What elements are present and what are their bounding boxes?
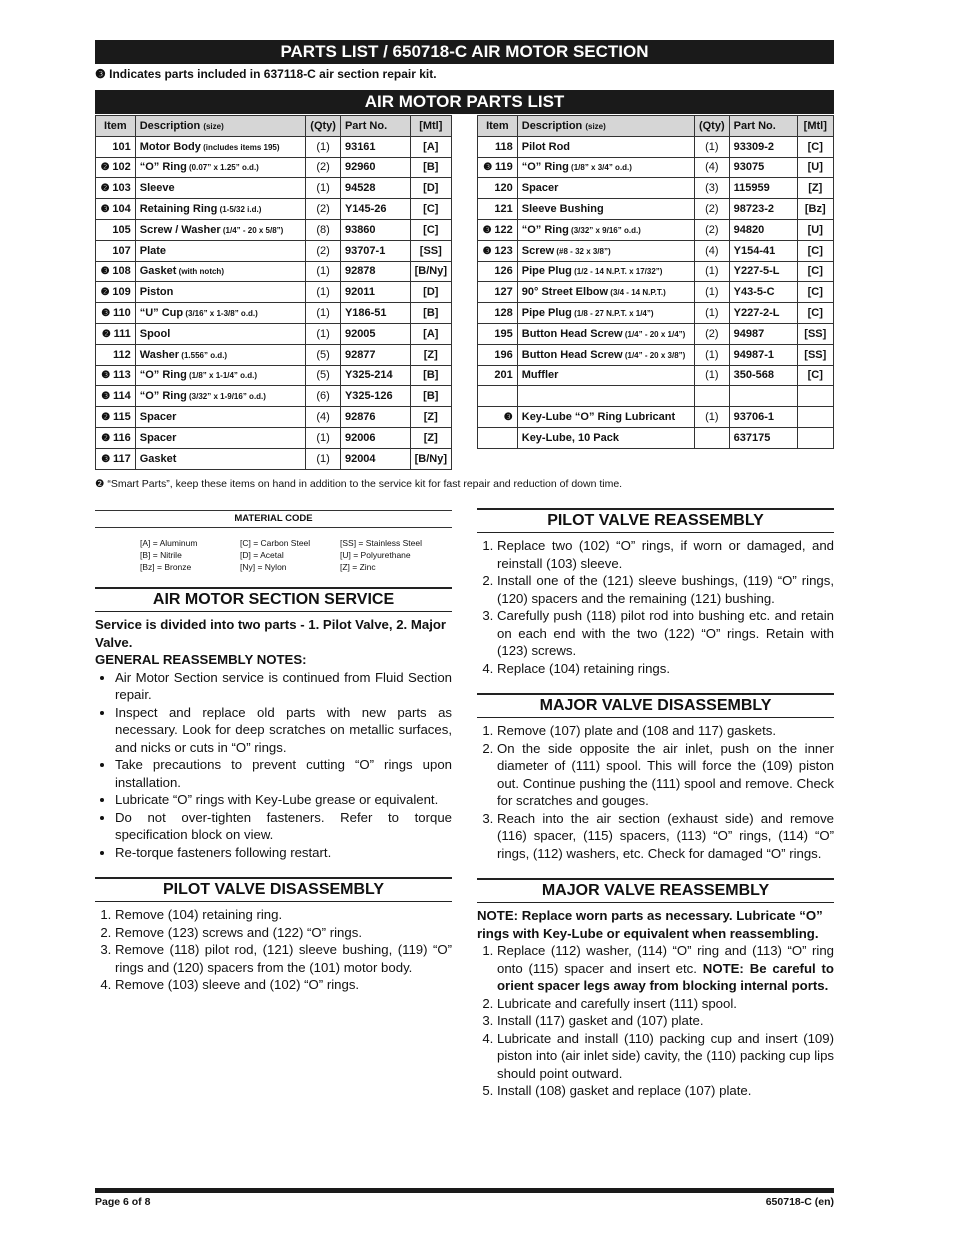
major-reassembly-steps [477, 942, 834, 1100]
parts-list-title: AIR MOTOR PARTS LIST [95, 90, 834, 114]
description-cell [517, 386, 694, 407]
notes-heading: GENERAL REASSEMBLY NOTES: [95, 652, 307, 667]
material-entry: [Z] = Zinc [340, 562, 376, 572]
mtl-cell: [C] [797, 303, 833, 324]
table-header-row [96, 116, 452, 137]
item-cell: 101 [96, 136, 136, 157]
list-item: 4. Remove (103) sleeve and (102) “O” rings. [115, 976, 452, 994]
mtl-cell: [D] [410, 178, 451, 199]
mtl-cell: [SS] [410, 240, 451, 261]
part-cell: Y43-5-C [729, 282, 797, 303]
qty-cell: (5) [306, 344, 341, 365]
part-cell: 98723-2 [729, 199, 797, 220]
step1-text: Replace (112) washer, (114) “O” ring and (113) “O” ring onto (115) spacer and insert etc. [497, 943, 834, 976]
table-row [96, 136, 452, 157]
part-cell: 92876 [340, 407, 410, 428]
table-row [96, 199, 452, 220]
part-cell: 92878 [340, 261, 410, 282]
description-cell: Pipe Plug (1/8 - 27 N.P.T. x 1/4”) [517, 303, 694, 324]
table-row [96, 219, 452, 240]
part-cell: 93161 [340, 136, 410, 157]
part-cell: Y227-5-L [729, 261, 797, 282]
description-cell: Pilot Rod [517, 136, 694, 157]
part-cell: Y325-214 [340, 365, 410, 386]
material-col-1 [140, 537, 197, 573]
description-cell: Screw (#8 - 32 x 3/8”) [517, 240, 694, 261]
column-header-qty: (Qty) [306, 116, 341, 137]
qty-cell: (2) [694, 323, 729, 344]
list-item: 4. Replace (104) retaining rings. [497, 660, 834, 678]
column-header-part: Part No. [729, 116, 797, 137]
table-row [96, 386, 452, 407]
item-cell: ❸ 104 [96, 199, 136, 220]
qty-cell [694, 427, 729, 448]
page-number: Page 6 of 8 [95, 1196, 151, 1208]
table-row [478, 323, 834, 344]
material-entry: [B] = Nitrile [140, 550, 182, 560]
table-row [96, 240, 452, 261]
mtl-cell: [C] [797, 365, 833, 386]
qty-cell: (4) [694, 240, 729, 261]
qty-cell: (1) [694, 344, 729, 365]
item-cell: ❷ 102 [96, 157, 136, 178]
description-cell: Sleeve Bushing [517, 199, 694, 220]
table-row [96, 157, 452, 178]
part-cell: 93075 [729, 157, 797, 178]
mtl-cell: [SS] [797, 344, 833, 365]
item-cell: ❸ 117 [96, 448, 136, 469]
major-disassembly-section [477, 722, 834, 862]
description-cell: “O” Ring (1/8” x 3/4” o.d.) [517, 157, 694, 178]
part-cell: 92960 [340, 157, 410, 178]
part-cell: Y227-2-L [729, 303, 797, 324]
material-code-box [95, 510, 452, 572]
list-item: 1. Replace two (102) “O” rings, if worn or damaged, and reinstall (103) sleeve. [497, 537, 834, 572]
material-entry: [A] = Aluminum [140, 538, 198, 548]
qty-cell: (1) [306, 282, 341, 303]
major-reassembly-heading: MAJOR VALVE REASSEMBLY [477, 878, 834, 903]
mtl-cell: [SS] [797, 323, 833, 344]
qty-cell: (2) [694, 199, 729, 220]
item-cell: ❸ 123 [478, 240, 518, 261]
item-cell: ❸ 119 [478, 157, 518, 178]
list-item: 2. Remove (123) screws and (122) “O” rings. [115, 924, 452, 942]
kit-mark: ❸ [95, 67, 106, 81]
description-cell: “U” Cup (3/16” x 1-3/8” o.d.) [135, 303, 306, 324]
item-cell: 120 [478, 178, 518, 199]
item-cell: ❷ 116 [96, 427, 136, 448]
description-cell: Plate [135, 240, 306, 261]
mtl-cell: [B/Ny] [410, 448, 451, 469]
item-cell: 118 [478, 136, 518, 157]
parts-table-left [95, 115, 452, 470]
mtl-cell: [B] [410, 365, 451, 386]
table-row [478, 178, 834, 199]
qty-cell: (1) [694, 136, 729, 157]
table-row [478, 427, 834, 448]
list-item: • Air Motor Section service is continued from Fluid Section repair. [115, 669, 452, 704]
item-cell: 112 [96, 344, 136, 365]
part-cell: 350-568 [729, 365, 797, 386]
part-cell: 93707-1 [340, 240, 410, 261]
list-item: 3. Remove (118) pilot rod, (121) sleeve bushing, (119) “O” rings and (120) spacers from the (101) motor body. [115, 941, 452, 976]
divider [95, 527, 452, 528]
qty-cell: (8) [306, 219, 341, 240]
mtl-cell: [C] [410, 219, 451, 240]
major-reassembly-note: NOTE: Replace worn parts as necessary. Lubricate “O” rings with Key-Lube or equivalent when reassembling. [477, 908, 823, 941]
table-row [478, 261, 834, 282]
item-cell: ❷ 103 [96, 178, 136, 199]
description-cell: Muffler [517, 365, 694, 386]
column-header-desc: Description (size) [135, 116, 306, 137]
part-cell: Y154-41 [729, 240, 797, 261]
mtl-cell: [B] [410, 386, 451, 407]
qty-cell: (1) [306, 136, 341, 157]
description-cell: Spool [135, 323, 306, 344]
part-cell: Y325-126 [340, 386, 410, 407]
description-cell: Screw / Washer (1/4” - 20 x 5/8”) [135, 219, 306, 240]
pilot-disassembly-heading: PILOT VALVE DISASSEMBLY [95, 877, 452, 902]
part-cell: 115959 [729, 178, 797, 199]
item-cell: 128 [478, 303, 518, 324]
qty-cell: (2) [306, 240, 341, 261]
item-cell: 195 [478, 323, 518, 344]
qty-cell: (1) [306, 323, 341, 344]
item-cell: ❷ 115 [96, 407, 136, 428]
description-cell: Retaining Ring (1-5/32 i.d.) [135, 199, 306, 220]
description-cell: Gasket (with notch) [135, 261, 306, 282]
mtl-cell: [C] [410, 199, 451, 220]
mtl-cell: [D] [410, 282, 451, 303]
qty-cell: (2) [694, 219, 729, 240]
table-row [96, 282, 452, 303]
material-entry: [Bz] = Bronze [140, 562, 192, 572]
item-cell: 107 [96, 240, 136, 261]
list-item: • Lubricate “O” rings with Key-Lube grease or equivalent. [115, 791, 452, 809]
description-cell: “O” Ring (3/32” x 1-9/16” o.d.) [135, 386, 306, 407]
mtl-cell [797, 427, 833, 448]
list-item: 3. Carefully push (118) pilot rod into bushing etc. and retain on each end with the two (122) “O” rings. Retain with (123) screws. [497, 607, 834, 660]
material-code-title: MATERIAL CODE [234, 513, 313, 524]
mtl-cell: [A] [410, 323, 451, 344]
qty-cell: (5) [306, 365, 341, 386]
list-item [497, 942, 834, 995]
description-cell: Piston [135, 282, 306, 303]
list-item: 1. Remove (104) retaining ring. [115, 906, 452, 924]
material-col-3 [340, 537, 422, 573]
qty-cell: (6) [306, 386, 341, 407]
part-cell: 94528 [340, 178, 410, 199]
smart-mark: ❷ [95, 478, 105, 490]
column-header-qty: (Qty) [694, 116, 729, 137]
table-row [478, 219, 834, 240]
service-intro: Service is divided into two parts - 1. Pilot Valve, 2. Major Valve. [95, 617, 447, 650]
list-item: 1. Remove (107) plate and (108 and 117) gaskets. [497, 722, 834, 740]
column-header-part: Part No. [340, 116, 410, 137]
description-cell: Spacer [135, 427, 306, 448]
column-header-item: Item [96, 116, 136, 137]
list-item: • Take precautions to prevent cutting “O” rings upon installation. [115, 756, 452, 791]
service-section [95, 616, 452, 861]
document-number: 650718-C (en) [765, 1196, 834, 1208]
smart-parts-note [95, 478, 622, 490]
mtl-cell: [A] [410, 136, 451, 157]
step1-bold: NOTE: Be careful to orient spacer legs away from blocking internal ports. [497, 960, 834, 993]
list-item: 2. Install one of the (121) sleeve bushings, (119) “O” rings, (120) spacers and the remaining (121) bushing. [497, 572, 834, 607]
part-cell: 93860 [340, 219, 410, 240]
material-col-2 [240, 537, 310, 573]
list-item: 3. Reach into the air section (exhaust side) and remove (116) spacer, (115) spacers, (113) “O” rings, (114) “O” rings, (112) washers, etc. Check for damaged “O” rings. [497, 810, 834, 863]
item-cell: 196 [478, 344, 518, 365]
qty-cell [694, 386, 729, 407]
material-entry: [C] = Carbon Steel [240, 538, 311, 548]
part-cell: 92005 [340, 323, 410, 344]
major-disassembly-steps [477, 722, 834, 862]
table-row [478, 240, 834, 261]
part-cell: 94820 [729, 219, 797, 240]
part-cell: 93309-2 [729, 136, 797, 157]
material-entry: [U] = Polyurethane [340, 550, 411, 560]
column-header-item: Item [478, 116, 518, 137]
table-row [478, 157, 834, 178]
pilot-reassembly-steps [477, 537, 834, 677]
description-cell: Button Head Screw (1/4” - 20 x 1/4”) [517, 323, 694, 344]
qty-cell: (1) [306, 261, 341, 282]
table-row [478, 344, 834, 365]
part-cell: 92011 [340, 282, 410, 303]
smart-note-text: “Smart Parts”, keep these items on hand in addition to the service kit for fast repair and reduction of down time. [107, 478, 623, 490]
column-header-desc: Description (size) [517, 116, 694, 137]
qty-cell: (4) [694, 157, 729, 178]
kit-note [95, 67, 437, 81]
table-row [478, 282, 834, 303]
table-row [478, 303, 834, 324]
item-cell: ❸ 122 [478, 219, 518, 240]
table-row [478, 199, 834, 220]
mtl-cell: [B] [410, 157, 451, 178]
list-item: 2. Lubricate and carefully insert (111) spool. [497, 995, 834, 1013]
mtl-cell: [B] [410, 303, 451, 324]
item-cell: 126 [478, 261, 518, 282]
qty-cell: (1) [694, 407, 729, 428]
list-item: • Re-torque fasteners following restart. [115, 844, 452, 862]
table-row [96, 323, 452, 344]
table-row [96, 178, 452, 199]
item-cell: 105 [96, 219, 136, 240]
qty-cell: (1) [306, 303, 341, 324]
qty-cell: (2) [306, 157, 341, 178]
table-row [478, 386, 834, 407]
table-row [96, 261, 452, 282]
pilot-disassembly-steps [95, 906, 452, 994]
mtl-cell: [Bz] [797, 199, 833, 220]
part-cell: 93706-1 [729, 407, 797, 428]
description-cell: Sleeve [135, 178, 306, 199]
description-cell: Washer (1.556” o.d.) [135, 344, 306, 365]
item-cell: ❷ 111 [96, 323, 136, 344]
description-cell: “O” Ring (0.07” x 1.25” o.d.) [135, 157, 306, 178]
table-row [96, 407, 452, 428]
table-row [478, 365, 834, 386]
description-cell: Spacer [135, 407, 306, 428]
list-item: 5. Install (108) gasket and replace (107) plate. [497, 1082, 834, 1100]
list-item: • Do not over-tighten fasteners. Refer to torque specification block on view. [115, 809, 452, 844]
list-item: • Inspect and replace old parts with new parts as necessary. Look for deep scratches on metallic surfaces, and nicks or cuts in “O” rings. [115, 704, 452, 757]
qty-cell: (1) [306, 448, 341, 469]
list-item: 2. On the side opposite the air inlet, push on the inner diameter of (111) spool. This will force the (109) piston out. Continue pushing the (111) spool and remove. Check for scratches and gouges. [497, 740, 834, 810]
list-item: 4. Lubricate and install (110) packing cup and insert (109) piston into (air inlet side) cavity, the (110) packing cup lips should point outward. [497, 1030, 834, 1083]
kit-note-text: Indicates parts included in 637118-C air section repair kit. [109, 67, 437, 81]
material-entry: [D] = Acetal [240, 550, 284, 560]
part-cell [729, 386, 797, 407]
item-cell: 127 [478, 282, 518, 303]
mtl-cell: [B/Ny] [410, 261, 451, 282]
mtl-cell: [Z] [410, 427, 451, 448]
item-cell: ❸ 114 [96, 386, 136, 407]
part-cell: 92004 [340, 448, 410, 469]
page-title: PARTS LIST / 650718-C AIR MOTOR SECTION [95, 40, 834, 64]
description-cell: Gasket [135, 448, 306, 469]
item-cell: ❷ 109 [96, 282, 136, 303]
qty-cell: (1) [694, 365, 729, 386]
footer-rule [95, 1188, 834, 1193]
mtl-cell: [Z] [410, 407, 451, 428]
description-cell: “O” Ring (3/32” x 9/16” o.d.) [517, 219, 694, 240]
part-cell: Y186-51 [340, 303, 410, 324]
item-cell: ❸ [478, 407, 518, 428]
notes-list [95, 669, 452, 862]
part-cell: 94987-1 [729, 344, 797, 365]
pilot-reassembly-heading: PILOT VALVE REASSEMBLY [477, 508, 834, 533]
description-cell: Button Head Screw (1/4” - 20 x 3/8”) [517, 344, 694, 365]
table-header-row [478, 116, 834, 137]
part-cell: 92877 [340, 344, 410, 365]
part-cell: Y145-26 [340, 199, 410, 220]
qty-cell: (4) [306, 407, 341, 428]
pilot-disassembly-section [95, 906, 452, 994]
table-row [96, 427, 452, 448]
mtl-cell: [C] [797, 282, 833, 303]
mtl-cell [797, 386, 833, 407]
qty-cell: (1) [306, 427, 341, 448]
table-row [478, 136, 834, 157]
parts-table-right [477, 115, 834, 449]
part-cell: 637175 [729, 427, 797, 448]
qty-cell: (1) [306, 178, 341, 199]
mtl-cell [797, 407, 833, 428]
material-entry: [SS] = Stainless Steel [340, 538, 422, 548]
major-reassembly-section [477, 907, 834, 1100]
qty-cell: (1) [694, 303, 729, 324]
description-cell: 90° Street Elbow (3/4 - 14 N.P.T.) [517, 282, 694, 303]
item-cell: ❸ 113 [96, 365, 136, 386]
service-heading: AIR MOTOR SECTION SERVICE [95, 587, 452, 612]
table-row [478, 407, 834, 428]
mtl-cell: [U] [797, 219, 833, 240]
item-cell [478, 386, 518, 407]
mtl-cell: [C] [797, 136, 833, 157]
description-cell: Motor Body (includes items 195) [135, 136, 306, 157]
list-item: 3. Install (117) gasket and (107) plate. [497, 1012, 834, 1030]
part-cell: 92006 [340, 427, 410, 448]
description-cell: Spacer [517, 178, 694, 199]
description-cell: Key-Lube “O” Ring Lubricant [517, 407, 694, 428]
table-row [96, 344, 452, 365]
description-cell: Pipe Plug (1/2 - 14 N.P.T. x 17/32”) [517, 261, 694, 282]
material-entry: [Ny] = Nylon [240, 562, 287, 572]
mtl-cell: [Z] [797, 178, 833, 199]
mtl-cell: [U] [797, 157, 833, 178]
description-cell: Key-Lube, 10 Pack [517, 427, 694, 448]
mtl-cell: [C] [797, 240, 833, 261]
column-header-mtl: [Mtl] [797, 116, 833, 137]
qty-cell: (1) [694, 261, 729, 282]
table-row [96, 448, 452, 469]
pilot-reassembly-section [477, 537, 834, 677]
description-cell: “O” Ring (1/8” x 1-1/4” o.d.) [135, 365, 306, 386]
item-cell: ❸ 108 [96, 261, 136, 282]
item-cell [478, 427, 518, 448]
table-row [96, 303, 452, 324]
qty-cell: (3) [694, 178, 729, 199]
item-cell: 121 [478, 199, 518, 220]
major-disassembly-heading: MAJOR VALVE DISASSEMBLY [477, 693, 834, 718]
qty-cell: (2) [306, 199, 341, 220]
column-header-mtl: [Mtl] [410, 116, 451, 137]
qty-cell: (1) [694, 282, 729, 303]
mtl-cell: [C] [797, 261, 833, 282]
item-cell: 201 [478, 365, 518, 386]
item-cell: ❸ 110 [96, 303, 136, 324]
mtl-cell: [Z] [410, 344, 451, 365]
part-cell: 94987 [729, 323, 797, 344]
table-row [96, 365, 452, 386]
